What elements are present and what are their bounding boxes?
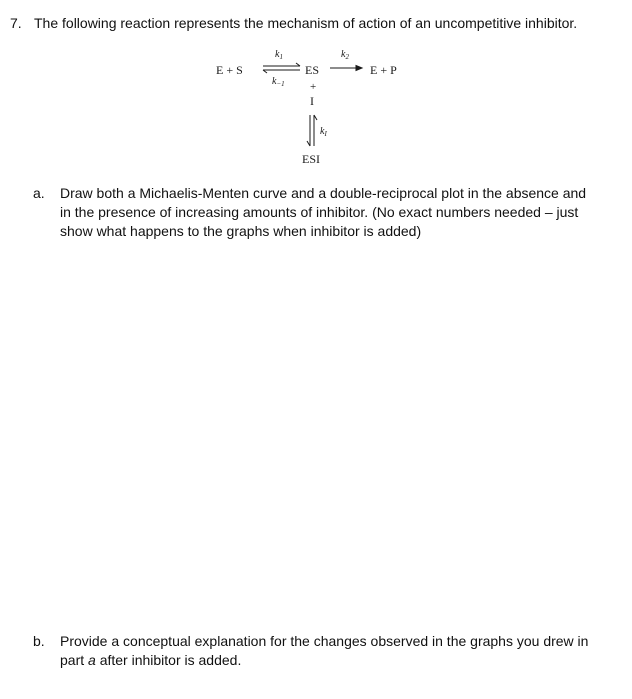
rate-constant-k1: $k_1$ [275,49,283,61]
forward-arrow-icon [330,66,362,71]
part-b-text [60,632,593,670]
vertical-equilibrium-arrows-icon [307,115,317,146]
complex-es: ES [305,63,320,77]
part-b-text-main: Provide a conceptual explanation for the changes observed in the graphs you drew in part [60,633,589,668]
part-b-text-end: after inhibitor is added. [95,652,242,668]
reactant-e-plus-s: E + S [216,63,243,77]
plus-sign: + [310,81,317,93]
inhibitor-i: I [310,94,314,108]
question-number: 7. [10,15,22,31]
rate-constant-ki: $k_I$ [320,126,327,138]
part-a [33,184,593,241]
part-b-label: b. [33,633,45,649]
complex-esi: ESI [302,152,320,166]
part-b-text-italic: a [88,652,96,668]
question-7 [10,14,577,33]
products-e-plus-p: E + P [370,63,397,77]
question-text: The following reaction represents the mechanism of action of an uncompetitive inhibitor. [34,15,578,31]
rate-constant-k2: $k_2$ [341,49,349,61]
part-a-label: a. [33,185,45,201]
equilibrium-arrows-icon [263,63,300,73]
part-b [33,632,593,670]
part-a-text: Draw both a Michaelis-Menten curve and a double-reciprocal plot in the absence and in the presence of increasing amounts of inhibitor. (No exact numbers needed – just show what happens to the graphs when inhibitor is added) [60,185,587,239]
rate-constant-k-minus-1: $k_{-1}$ [272,76,285,88]
